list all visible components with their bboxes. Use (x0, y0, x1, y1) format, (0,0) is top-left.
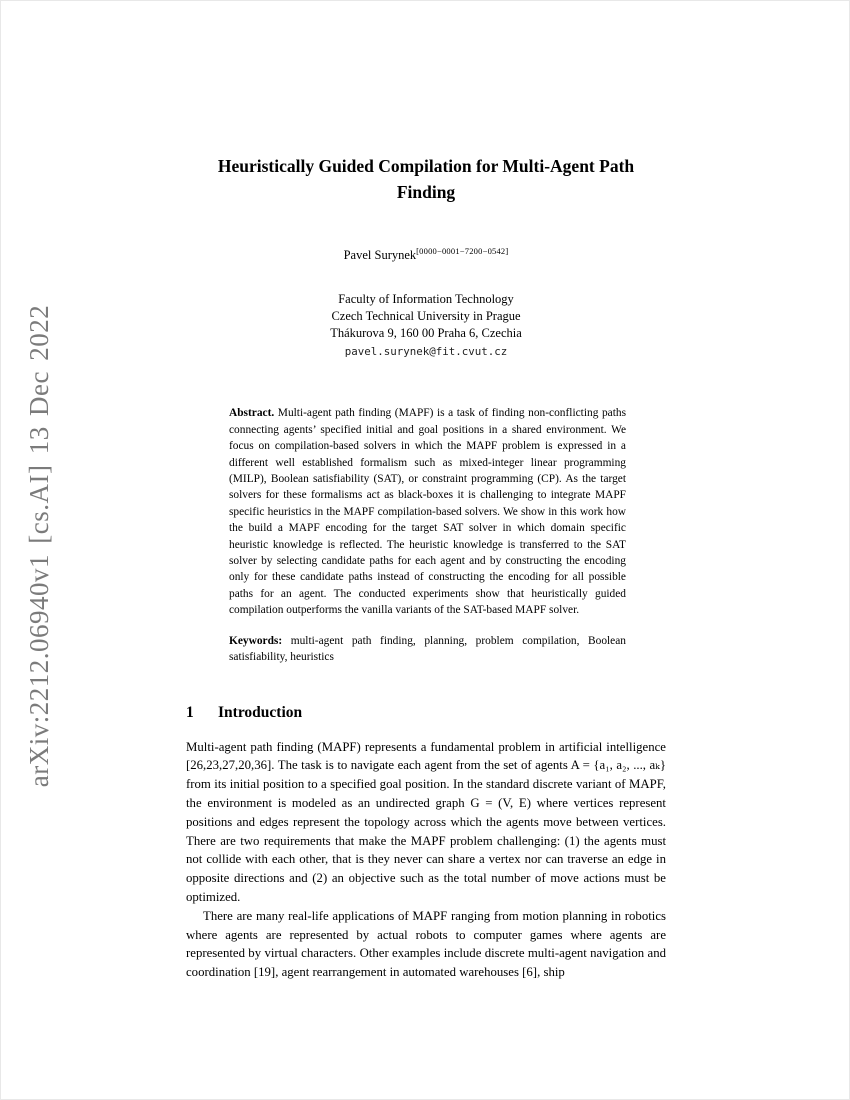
affiliation-line-3: Thákurova 9, 160 00 Praha 6, Czechia (330, 326, 522, 340)
paragraph: There are many real-life applications of MAPF ranging from motion planning in robotics where agents are represented by actual robots to computer games where agents are represented by virtual characters. Other examples include discrete multi-agent navigation and coordination [19], agent rearrangement in automated warehouses [6], ship (186, 908, 666, 980)
author-orcid: [0000−0001−7200−0542] (416, 246, 509, 256)
section-title: Introduction (218, 703, 303, 721)
abstract (229, 405, 626, 618)
paper-title: Heuristically Guided Compilation for Multi-Agent Path Finding (217, 156, 635, 203)
affiliation-block (186, 291, 666, 343)
abstract-text: Multi-agent path finding (MAPF) is a task of finding non-conflicting paths connecting agents’ specified initial and goal positions in a shared environment. We focus on compilation-based solvers in which the MAPF problem is expressed in a different well established formalism such as mixed-integer linear programming (MILP), Boolean satisfiability (SAT), or constraint programming (CP). As the target solvers for these formalisms act as black-boxes it is challenging to integrate MAPF specific heuristics in the MAPF compilation-based solvers. We show in this work how the build a MAPF encoding for the target SAT solver in which domain specific heuristic knowledge is reflected. The heuristic knowledge is transferred to the SAT solver by selecting candidate paths for each agent and by constructing the encoding only for these candidate paths instead of constructing the encoding for all possible paths for an agent. The conducted experiments show that heuristically guided compilation outperforms the vanilla variants of the SAT-based MAPF solver. (229, 407, 626, 617)
keywords (229, 633, 626, 666)
abstract-label: Abstract. (229, 407, 275, 420)
section-heading (186, 704, 666, 722)
affiliation-line-1: Faculty of Information Technology (338, 291, 514, 306)
section-number: 1 (186, 703, 194, 721)
author-line (186, 248, 666, 263)
author-name: Pavel Surynek (343, 247, 417, 262)
author-email: pavel.surynek@fit.cvut.cz (344, 345, 508, 359)
paper-content (186, 153, 666, 982)
paragraph: Multi-agent path finding (MAPF) represents a fundamental problem in artificial intelligence [26,23,27,20,36]. The task is to navigate each agent from the set of agents A = {a₁, a₂, ..., aₖ} from its initial position to a specified goal position. In the standard discrete variant of MAPF, the environment is modeled as an undirected graph G = (V, E) where vertices represent positions and edges represent the topology across which the agents move between vertices. There are two requirements that make the MAPF problem challenging: (1) the agents must not collide with each other, that is they never can share a vertex nor can traverse an edge in opposite directions and (2) an objective such as the total number of move actions must be optimized. (186, 739, 666, 904)
affiliation-line-2: Czech Technical University in Prague (331, 308, 521, 323)
keywords-text: multi-agent path finding, planning, problem compilation, Boolean satisfiability, heuristics (229, 634, 626, 664)
keywords-label: Keywords: (229, 634, 283, 647)
arxiv-watermark-text: arXiv:2212.06940v1 [cs.AI] 13 Dec 2022 (23, 304, 54, 788)
